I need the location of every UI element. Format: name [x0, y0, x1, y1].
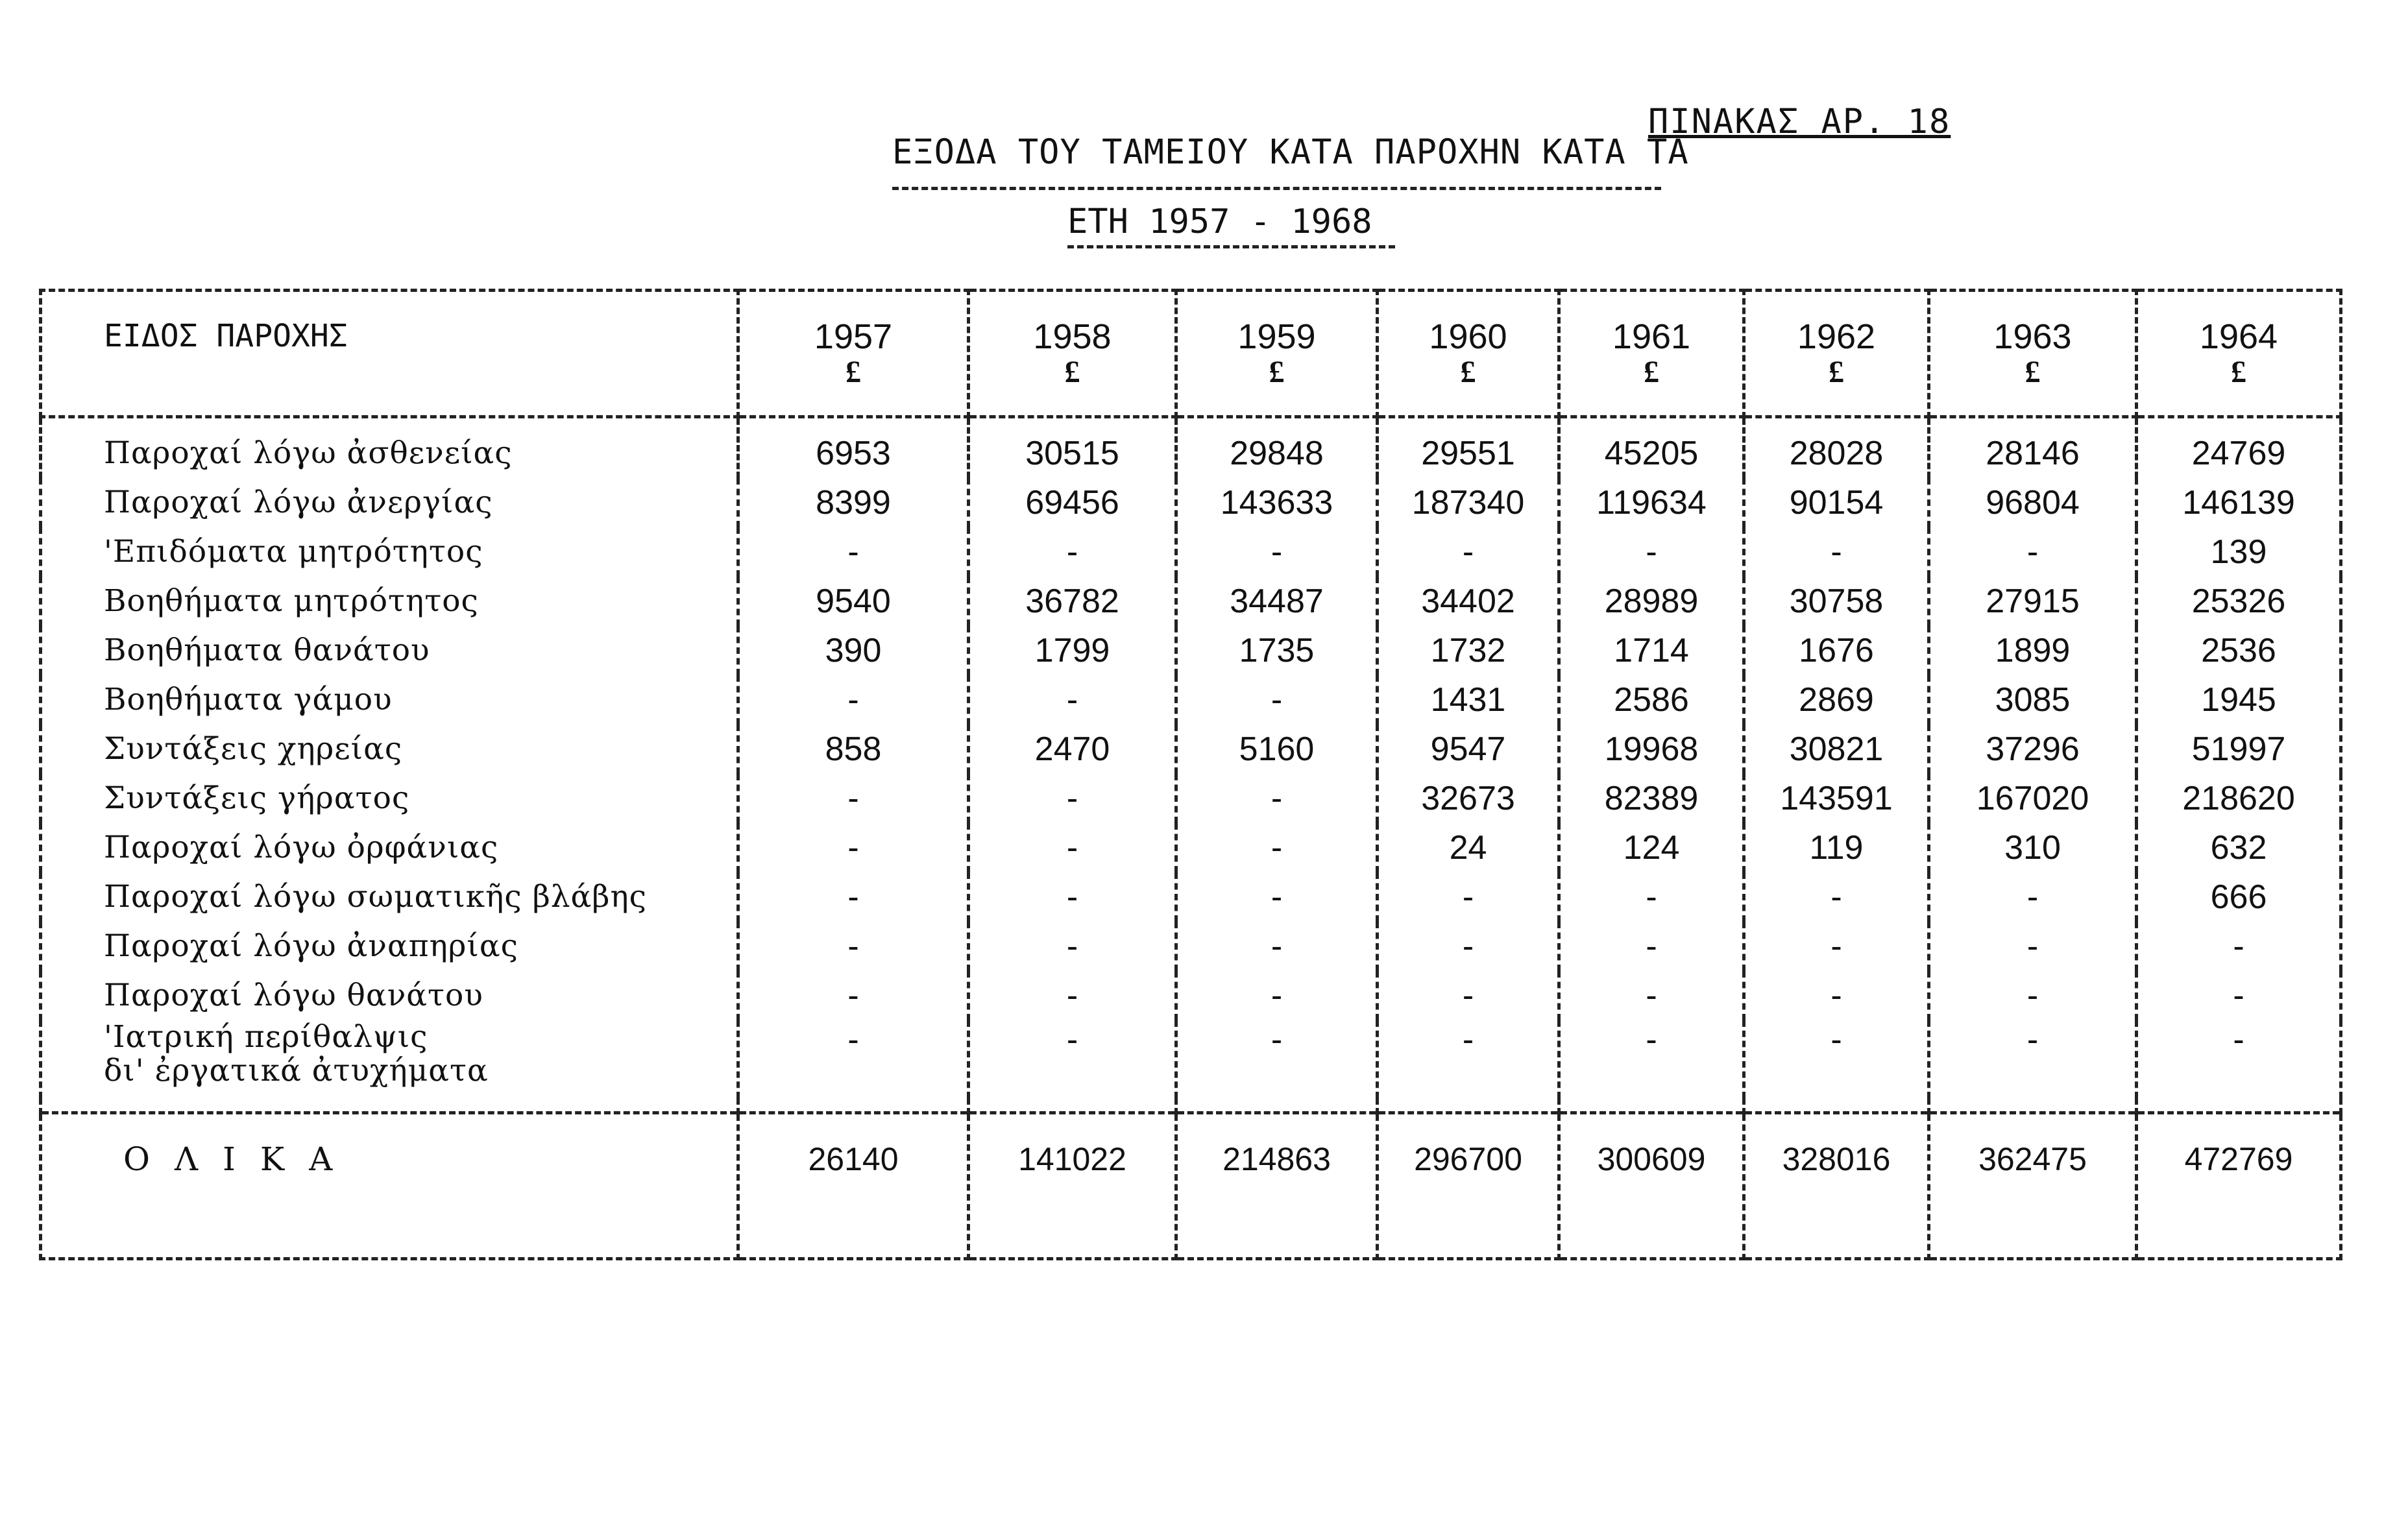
value-cell: 666 [2137, 872, 2341, 922]
total-cell: 300609 [1559, 1113, 1744, 1259]
currency-symbol: £ [1460, 355, 1476, 389]
value-cell: 32673 [1378, 774, 1559, 823]
value-cell: 96804 [1929, 478, 2137, 527]
value-cell: - [1929, 922, 2137, 971]
value-cell: 28028 [1744, 417, 1929, 479]
total-cell: 328016 [1744, 1113, 1929, 1259]
value-cell: - [969, 527, 1176, 577]
value-cell: - [2137, 922, 2341, 971]
value-cell: - [1559, 922, 1744, 971]
totals-label: ΟΛΙΚΑ [41, 1113, 738, 1259]
value-cell: - [1559, 527, 1744, 577]
value-cell: 139 [2137, 527, 2341, 577]
value-cell: 45205 [1559, 417, 1744, 479]
totals-row [41, 1113, 2341, 1259]
column-header-year [1559, 291, 1744, 417]
currency-symbol: £ [1644, 355, 1659, 389]
table-row [41, 971, 2341, 1020]
value-cell: - [1176, 675, 1378, 725]
value-cell: - [1176, 823, 1378, 872]
value-cell: - [2137, 1020, 2341, 1098]
row-label: Βοηθήματα μητρότητος [41, 577, 738, 626]
value-cell: 19968 [1559, 725, 1744, 774]
value-cell: - [1929, 872, 2137, 922]
table-row [41, 478, 2341, 527]
year-label: 1958 [1033, 317, 1112, 356]
column-header-year [1378, 291, 1559, 417]
spacer-cell [1929, 1098, 2137, 1113]
currency-symbol: £ [2025, 355, 2041, 389]
table-body [41, 417, 2341, 1113]
value-cell: - [1929, 1020, 2137, 1098]
value-cell: 143591 [1744, 774, 1929, 823]
value-cell: - [1929, 971, 2137, 1020]
value-cell: - [1378, 971, 1559, 1020]
value-cell: 1899 [1929, 626, 2137, 675]
benefits-expenditure-table [39, 289, 2342, 1260]
value-cell: 187340 [1378, 478, 1559, 527]
value-cell: 30758 [1744, 577, 1929, 626]
value-cell: - [1744, 872, 1929, 922]
value-cell: - [1929, 527, 2137, 577]
value-cell: 119 [1744, 823, 1929, 872]
value-cell: - [1744, 527, 1929, 577]
value-cell: - [738, 823, 969, 872]
value-cell: - [1559, 1020, 1744, 1098]
value-cell: 28146 [1929, 417, 2137, 479]
value-cell: 37296 [1929, 725, 2137, 774]
value-cell: - [1559, 872, 1744, 922]
value-cell: 27915 [1929, 577, 2137, 626]
value-cell: 6953 [738, 417, 969, 479]
row-label: 'Επιδόματα μητρότητος [41, 527, 738, 577]
value-cell: - [738, 1020, 969, 1098]
row-label: Παροχαί λόγω ὀρφάνιας [41, 823, 738, 872]
value-cell: 2470 [969, 725, 1176, 774]
table-row [41, 577, 2341, 626]
table-row [41, 774, 2341, 823]
value-cell: - [1176, 971, 1378, 1020]
value-cell: 390 [738, 626, 969, 675]
value-cell: - [1176, 1020, 1378, 1098]
value-cell: 1735 [1176, 626, 1378, 675]
value-cell: - [969, 872, 1176, 922]
value-cell: 143633 [1176, 478, 1378, 527]
value-cell: - [1378, 922, 1559, 971]
value-cell: 8399 [738, 478, 969, 527]
total-cell: 26140 [738, 1113, 969, 1259]
spacer-cell [738, 1098, 969, 1113]
currency-symbol: £ [1064, 355, 1080, 389]
document-title: ΕΞΟΔΑ ΤΟΥ ΤΑΜΕΙΟΥ ΚΑΤΑ ΠΑΡΟΧΗΝ ΚΑΤΑ ΤΑ [892, 133, 1689, 172]
row-label: Συντάξεις γήρατος [41, 774, 738, 823]
table-row [41, 1020, 2341, 1098]
currency-symbol: £ [1829, 355, 1844, 389]
value-cell: 34487 [1176, 577, 1378, 626]
value-cell: - [1378, 527, 1559, 577]
value-cell: 51997 [2137, 725, 2341, 774]
total-cell: 141022 [969, 1113, 1176, 1259]
value-cell: 69456 [969, 478, 1176, 527]
spacer-cell [2137, 1098, 2341, 1113]
value-cell: - [1744, 1020, 1929, 1098]
column-header-year [969, 291, 1176, 417]
value-cell: 9547 [1378, 725, 1559, 774]
total-cell: 296700 [1378, 1113, 1559, 1259]
spacer-cell [1176, 1098, 1378, 1113]
year-label: 1960 [1429, 317, 1507, 356]
year-label: 1961 [1612, 317, 1691, 356]
year-label: 1963 [1993, 317, 2072, 356]
currency-symbol: £ [1269, 355, 1285, 389]
table-row [41, 872, 2341, 922]
value-cell: 2536 [2137, 626, 2341, 675]
spacer-cell [41, 1098, 738, 1113]
column-header-year [1929, 291, 2137, 417]
table-row [41, 527, 2341, 577]
column-header-year [1176, 291, 1378, 417]
value-cell: - [969, 774, 1176, 823]
value-cell: 2586 [1559, 675, 1744, 725]
value-cell: - [1744, 922, 1929, 971]
value-cell: 124 [1559, 823, 1744, 872]
value-cell: 218620 [2137, 774, 2341, 823]
header-row [41, 291, 2341, 417]
value-cell: - [969, 922, 1176, 971]
value-cell: - [1176, 872, 1378, 922]
value-cell: - [969, 971, 1176, 1020]
value-cell: - [738, 675, 969, 725]
column-header-year [738, 291, 969, 417]
value-cell: - [738, 922, 969, 971]
row-label: Παροχαί λόγω σωματικῆς βλάβης [41, 872, 738, 922]
value-cell: 24 [1378, 823, 1559, 872]
value-cell: - [969, 823, 1176, 872]
table-number: ΠΙΝΑΚΑΣ ΑΡ. 18 [1648, 102, 1951, 141]
table-row [41, 417, 2341, 479]
value-cell: 1676 [1744, 626, 1929, 675]
value-cell: 3085 [1929, 675, 2137, 725]
row-label: Παροχαί λόγω ἀναπηρίας [41, 922, 738, 971]
spacer-cell [969, 1098, 1176, 1113]
value-cell: 30821 [1744, 725, 1929, 774]
row-label: Παροχαί λόγω ἀνεργίας [41, 478, 738, 527]
value-cell: 36782 [969, 577, 1176, 626]
value-cell: - [2137, 971, 2341, 1020]
table-row [41, 823, 2341, 872]
total-cell: 214863 [1176, 1113, 1378, 1259]
row-label: 'Ιατρική περίθαλψις δι' ἐργατικά ἀτυχήματα [41, 1020, 738, 1098]
value-cell: 34402 [1378, 577, 1559, 626]
value-cell: 2869 [1744, 675, 1929, 725]
value-cell: - [1378, 1020, 1559, 1098]
value-cell: 28989 [1559, 577, 1744, 626]
row-label: Βοηθήματα θανάτου [41, 626, 738, 675]
column-header-year [1744, 291, 1929, 417]
value-cell: - [969, 1020, 1176, 1098]
spacer-cell [1744, 1098, 1929, 1113]
spacer-cell [1378, 1098, 1559, 1113]
value-cell: 30515 [969, 417, 1176, 479]
value-cell: 82389 [1559, 774, 1744, 823]
value-cell: 5160 [1176, 725, 1378, 774]
value-cell: 9540 [738, 577, 969, 626]
value-cell: - [738, 872, 969, 922]
value-cell: 25326 [2137, 577, 2341, 626]
value-cell: - [969, 675, 1176, 725]
value-cell: 146139 [2137, 478, 2341, 527]
currency-symbol: £ [2231, 355, 2246, 389]
column-header-benefit-type: ΕΙΔΟΣ ΠΑΡΟΧΗΣ [41, 291, 738, 417]
spacer-cell [1559, 1098, 1744, 1113]
value-cell: - [1176, 527, 1378, 577]
value-cell: - [1559, 971, 1744, 1020]
value-cell: 632 [2137, 823, 2341, 872]
value-cell: - [1378, 872, 1559, 922]
value-cell: 1732 [1378, 626, 1559, 675]
value-cell: 29551 [1378, 417, 1559, 479]
value-cell: 1799 [969, 626, 1176, 675]
value-cell: 167020 [1929, 774, 2137, 823]
value-cell: 310 [1929, 823, 2137, 872]
row-label: Συντάξεις χηρείας [41, 725, 738, 774]
document-subtitle: ΕΤΗ 1957 - 1968 [1067, 202, 1372, 241]
value-cell: 24769 [2137, 417, 2341, 479]
row-label: Βοηθήματα γάμου [41, 675, 738, 725]
row-label: Παροχαί λόγω θανάτου [41, 971, 738, 1020]
table-row [41, 675, 2341, 725]
year-label: 1957 [814, 317, 893, 356]
currency-symbol: £ [845, 355, 861, 389]
subtitle-underline [1067, 245, 1395, 248]
value-cell: - [1176, 774, 1378, 823]
year-label: 1959 [1237, 317, 1316, 356]
year-label: 1962 [1797, 317, 1876, 356]
title-underline [892, 187, 1661, 190]
value-cell: - [1176, 922, 1378, 971]
spacer-row [41, 1098, 2341, 1113]
value-cell: - [738, 527, 969, 577]
total-cell: 362475 [1929, 1113, 2137, 1259]
table-row [41, 626, 2341, 675]
value-cell: - [738, 774, 969, 823]
value-cell: 1431 [1378, 675, 1559, 725]
value-cell: 1945 [2137, 675, 2341, 725]
table-row [41, 922, 2341, 971]
table-row [41, 725, 2341, 774]
value-cell: 90154 [1744, 478, 1929, 527]
value-cell: - [1744, 971, 1929, 1020]
total-cell: 472769 [2137, 1113, 2341, 1259]
value-cell: - [738, 971, 969, 1020]
value-cell: 119634 [1559, 478, 1744, 527]
value-cell: 858 [738, 725, 969, 774]
value-cell: 1714 [1559, 626, 1744, 675]
row-label: Παροχαί λόγω ἀσθενείας [41, 417, 738, 479]
value-cell: 29848 [1176, 417, 1378, 479]
year-label: 1964 [2199, 317, 2278, 356]
column-header-year [2137, 291, 2341, 417]
